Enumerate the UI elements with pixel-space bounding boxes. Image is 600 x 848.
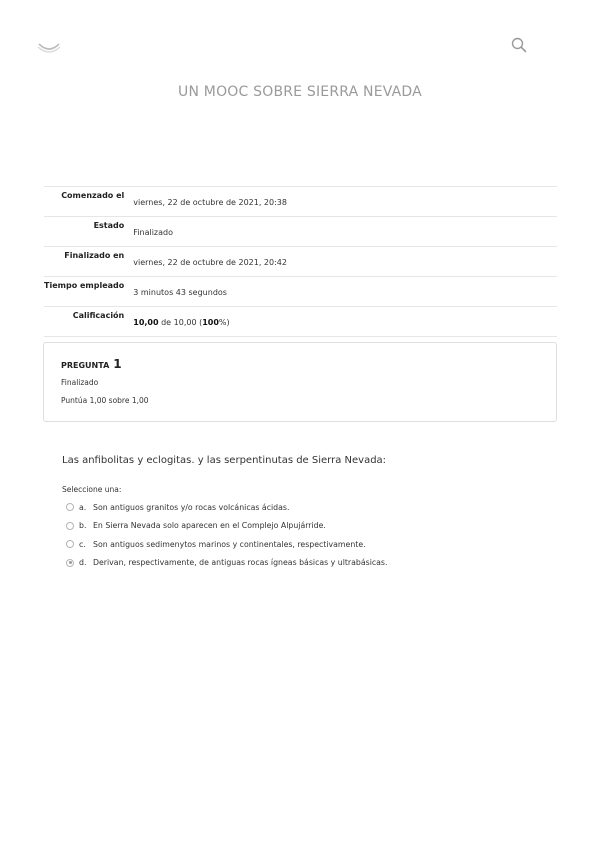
radio-button[interactable] (66, 522, 74, 530)
answer-text: Derivan, respectivamente, de antiguas rocas ígneas básicas y ultrabásicas. (93, 558, 388, 568)
answer-letter: a. (79, 502, 87, 512)
summary-label: Calificación (72, 311, 125, 320)
summary-value: viernes, 22 de octubre de 2021, 20:42 (133, 258, 287, 267)
grade-percent: 100 (202, 318, 219, 327)
radio-button[interactable] (66, 540, 74, 548)
summary-value: viernes, 22 de octubre de 2021, 20:38 (133, 198, 287, 207)
summary-label: Tiempo empleado (44, 281, 125, 290)
radio-button[interactable] (66, 503, 74, 511)
summary-label: Estado (93, 221, 125, 230)
answer-text: Son antiguos sedimenytos marinos y continentales, respectivamente. (93, 539, 366, 549)
grade-end: %) (218, 318, 230, 327)
summary-label: Finalizado en (64, 251, 125, 260)
question-info-box (43, 342, 557, 422)
summary-value: 3 minutos 43 segundos (133, 288, 227, 297)
search-icon[interactable] (510, 36, 528, 54)
question-header (61, 357, 122, 371)
answer-option-d[interactable] (66, 554, 546, 573)
question-text: Las anfibolitas y eclogitas. y las serpentinutas de Sierra Nevada: (62, 455, 387, 466)
summary-row-state (44, 217, 557, 247)
answer-options (66, 498, 546, 572)
question-number: 1 (113, 357, 122, 371)
answer-letter: b. (79, 521, 87, 531)
answer-letter: d. (79, 558, 87, 568)
logo-icon (36, 38, 62, 56)
grade-mid: de 10,00 ( (158, 318, 203, 327)
answer-text: Son antiguos granitos y/o rocas volcánicas ácidas. (93, 502, 290, 512)
answer-text: En Sierra Nevada solo aparecen en el Complejo Alpujárride. (93, 521, 326, 531)
summary-row-time (44, 277, 557, 307)
question-prompt: Seleccione una: (62, 485, 122, 494)
radio-button-selected[interactable] (66, 559, 74, 567)
summary-value: Finalizado (133, 228, 173, 237)
summary-row-finished (44, 247, 557, 277)
question-state: Finalizado (61, 378, 99, 387)
answer-option-c[interactable] (66, 535, 546, 554)
answer-letter: c. (79, 539, 86, 549)
question-label: PREGUNTA (61, 361, 110, 370)
answer-option-b[interactable] (66, 517, 546, 536)
question-grade: Puntúa 1,00 sobre 1,00 (61, 396, 149, 405)
summary-row-started (44, 187, 557, 217)
grade-score: 10,00 (133, 318, 159, 327)
summary-label: Comenzado el (61, 191, 125, 200)
answer-option-a[interactable] (66, 498, 546, 517)
summary-row-grade (44, 307, 557, 337)
summary-value (128, 307, 557, 337)
site-title[interactable]: UN MOOC SOBRE SIERRA NEVADA (178, 84, 422, 100)
attempt-summary-table (44, 186, 557, 337)
